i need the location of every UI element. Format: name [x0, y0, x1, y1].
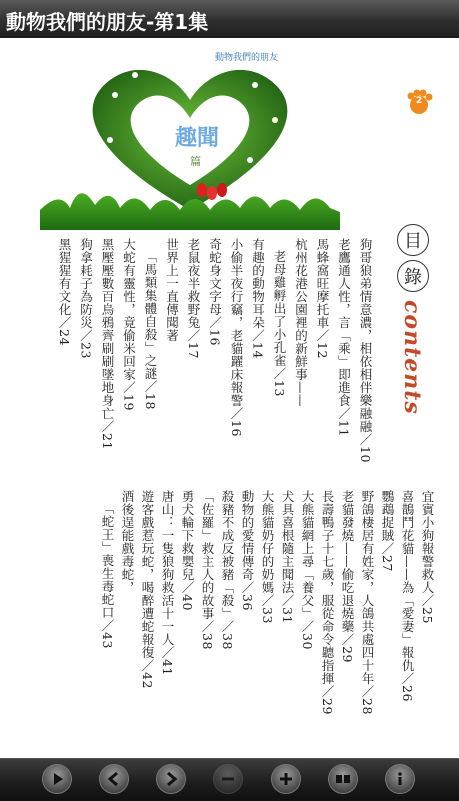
svg-text:趣聞: 趣聞	[175, 126, 220, 151]
toc-entry-title: 酒後逞能戲毒蛇，	[120, 490, 135, 594]
toc-entry-title: 「蛇王」喪生毒蛇口	[100, 502, 115, 619]
toc-entry[interactable]	[315, 238, 330, 359]
toc-entry[interactable]	[300, 490, 315, 650]
toc-entry[interactable]	[229, 238, 244, 437]
toc-entry[interactable]	[120, 490, 135, 594]
toc-entry-title: 勇犬輪下救嬰兒	[180, 490, 195, 581]
toc-entry-title: 犬具喜根隨主聞法	[280, 490, 295, 594]
toc-entry-title: 宜賓小狗報警救人	[420, 490, 435, 594]
title-bar	[0, 0, 459, 39]
toc-entry-title: 老鷹通人性，言「乘」即進食	[336, 238, 352, 407]
toc-entry-title: 「馬類集體自殺」之謎	[143, 250, 158, 380]
toc-entry-title: 遊客戲惹玩蛇，喝醉遭蛇報復	[140, 490, 155, 659]
toc-entry[interactable]	[122, 238, 137, 411]
toc-entry[interactable]	[79, 238, 94, 359]
page-number: 2	[415, 96, 423, 106]
zoom-out-icon	[218, 769, 238, 789]
toc-entry-title: 狗拿耗子為防災	[78, 238, 94, 329]
toc-entry-page: ／38	[200, 620, 215, 650]
toc-entry[interactable]	[240, 490, 255, 611]
page-number-badge	[404, 88, 434, 118]
toc-entry-page: ／12	[315, 329, 330, 359]
toc-entry-page: ／16	[207, 316, 223, 346]
toc-entry-page: ／33	[260, 594, 275, 624]
toc-entry-title: 黑猩猩有文化	[57, 238, 72, 316]
toc-entry-title: 動物的愛情傳奇	[240, 490, 255, 581]
toc-entry[interactable]	[360, 490, 375, 715]
toc-entry[interactable]	[180, 490, 195, 611]
toc-entry-page: ／17	[186, 329, 201, 359]
heart-grass-illustration	[40, 40, 340, 230]
toc-entry-title: 奇蛇身文字母	[207, 238, 223, 316]
toc-entry[interactable]	[340, 490, 355, 663]
toc-entry-page: ／16	[229, 407, 244, 437]
toc-entry[interactable]	[251, 238, 266, 359]
toc-entry[interactable]	[200, 490, 215, 650]
toc-entry-page: ／23	[78, 329, 94, 359]
toc-entry-page: ／10	[358, 433, 373, 463]
toc-entry[interactable]	[160, 490, 175, 676]
toc-entry-page: ／42	[140, 659, 155, 689]
toc-entry[interactable]	[186, 238, 201, 359]
toc-entry-title: 老母雞孵出了小孔雀	[272, 250, 287, 367]
toc-entry-page: ／19	[121, 381, 137, 411]
toc-entry-title: 殺豬不成反被豬「殺」	[220, 490, 235, 620]
play-button[interactable]	[42, 764, 72, 794]
toc-entry-title: 老鼠夜半救野兔	[186, 238, 201, 329]
toc-entry-title: 杭州花港公園裡的新鮮事——	[293, 238, 309, 407]
toc-entry[interactable]	[100, 502, 115, 649]
toc-entry-page: ／30	[300, 620, 315, 650]
toc-entry-page: ／25	[420, 594, 435, 624]
toc-entry-title: 大熊貓網上尋「養父」	[300, 490, 315, 620]
toc-entry[interactable]	[294, 238, 309, 407]
toc-entry[interactable]	[208, 238, 223, 346]
toc-entry-title: 老貓發燒——偷吃退燒藥	[340, 490, 355, 633]
toc-entry-page: ／31	[280, 594, 295, 624]
toc-entry-page: ／36	[240, 581, 255, 611]
toc-entry-page: ／21	[100, 420, 115, 450]
toc-entry-page: ／26	[400, 672, 415, 702]
toc-entry-title: 大熊貓奶仔的奶媽	[260, 490, 275, 594]
toc-entry[interactable]	[143, 250, 158, 410]
fit-page-icon	[333, 769, 353, 789]
toc-entry[interactable]	[220, 490, 235, 650]
toc-entry-page: ／24	[57, 316, 72, 346]
toc-entry[interactable]	[57, 238, 72, 346]
back-arrow-icon	[104, 769, 124, 789]
toc-char-mu: 目	[397, 224, 429, 256]
toc-entry[interactable]	[420, 490, 435, 624]
toc-entry[interactable]	[320, 490, 335, 715]
toc-entry-title: 唐山：一隻狼狗救活十一人	[160, 490, 175, 646]
toc-entry-page: ／28	[360, 685, 375, 715]
toc-entry-title: 黑壓壓數百烏鴉齊刷刷墜地身亡	[100, 238, 115, 420]
toc-entry[interactable]	[380, 490, 395, 572]
toc-entry-page: ／14	[250, 329, 266, 359]
forward-arrow-icon	[161, 769, 181, 789]
toc-entry[interactable]	[165, 238, 180, 342]
toc-entry-page: ／43	[100, 619, 115, 649]
svg-text:動物我們的朋友: 動物我們的朋友	[215, 53, 279, 63]
toc-entry-title: 世界上一直傳聞著	[164, 238, 180, 342]
contents-label: contents	[399, 300, 425, 415]
toc-entry[interactable]	[280, 490, 295, 624]
book-page[interactable]	[0, 38, 459, 758]
fit-page-button[interactable]	[328, 764, 358, 794]
zoom-in-button[interactable]	[271, 764, 301, 794]
toc-entry[interactable]	[140, 490, 155, 689]
toc-entry[interactable]	[358, 238, 373, 463]
toc-entry-page: ／41	[160, 646, 175, 676]
toc-entry[interactable]	[100, 238, 115, 450]
toc-entry-page: ／29	[340, 633, 355, 663]
toc-entry-title: 「佐羅」救主人的故事	[200, 490, 215, 620]
toc-entry-title: 馬蜂窩旺摩托車	[315, 238, 330, 329]
info-icon	[390, 769, 410, 789]
toc-char-lu: 錄	[397, 260, 429, 292]
toc-entry-title: 狗哥狼弟情意濃，相依相伴樂融融	[358, 238, 373, 433]
zoom-in-icon	[276, 769, 296, 789]
toc-entry-page: ／27	[380, 542, 395, 572]
toc-entry[interactable]	[337, 238, 352, 437]
info-button[interactable]	[385, 764, 415, 794]
toc-entry-title: 鸚鵡捉賊	[380, 490, 395, 542]
toc-entry[interactable]	[272, 250, 287, 397]
toc-entry-title: 喜鵲鬥花貓——為「愛妻」報仇	[400, 490, 415, 672]
svg-text:篇: 篇	[190, 155, 201, 168]
forward-arrow-button[interactable]	[156, 764, 186, 794]
toc-entry[interactable]	[400, 490, 415, 702]
bottom-toolbar	[0, 758, 459, 801]
toc-entry-page: ／38	[220, 620, 235, 650]
toc-entry-title: 小偷半夜行竊，老貓躍床報警	[229, 238, 244, 407]
toc-entry-page: ／13	[272, 367, 287, 397]
toc-entry-title: 大蛇有靈性，竟偷米回家	[121, 238, 137, 381]
toc-entry-title: 野鴿棲居有姓家，人鴿共處四十年	[360, 490, 375, 685]
zoom-out-button[interactable]	[213, 764, 243, 794]
toc-entry[interactable]	[260, 490, 275, 624]
toc-entry-page: ／18	[143, 380, 158, 410]
window-title: 動物我們的朋友-第1集	[6, 10, 209, 34]
play-icon	[47, 769, 67, 789]
toc-entry-page: ／40	[180, 581, 195, 611]
toc-heading	[393, 224, 433, 424]
toc-entry-title: 有趣的動物耳朵	[250, 238, 266, 329]
back-arrow-button[interactable]	[99, 764, 129, 794]
toc-entry-page: ／11	[336, 407, 352, 437]
toc-entry-page: ／29	[320, 685, 335, 715]
toc-entry-title: 長壽鴨子十七歲，服從命令聽指揮	[320, 490, 335, 685]
